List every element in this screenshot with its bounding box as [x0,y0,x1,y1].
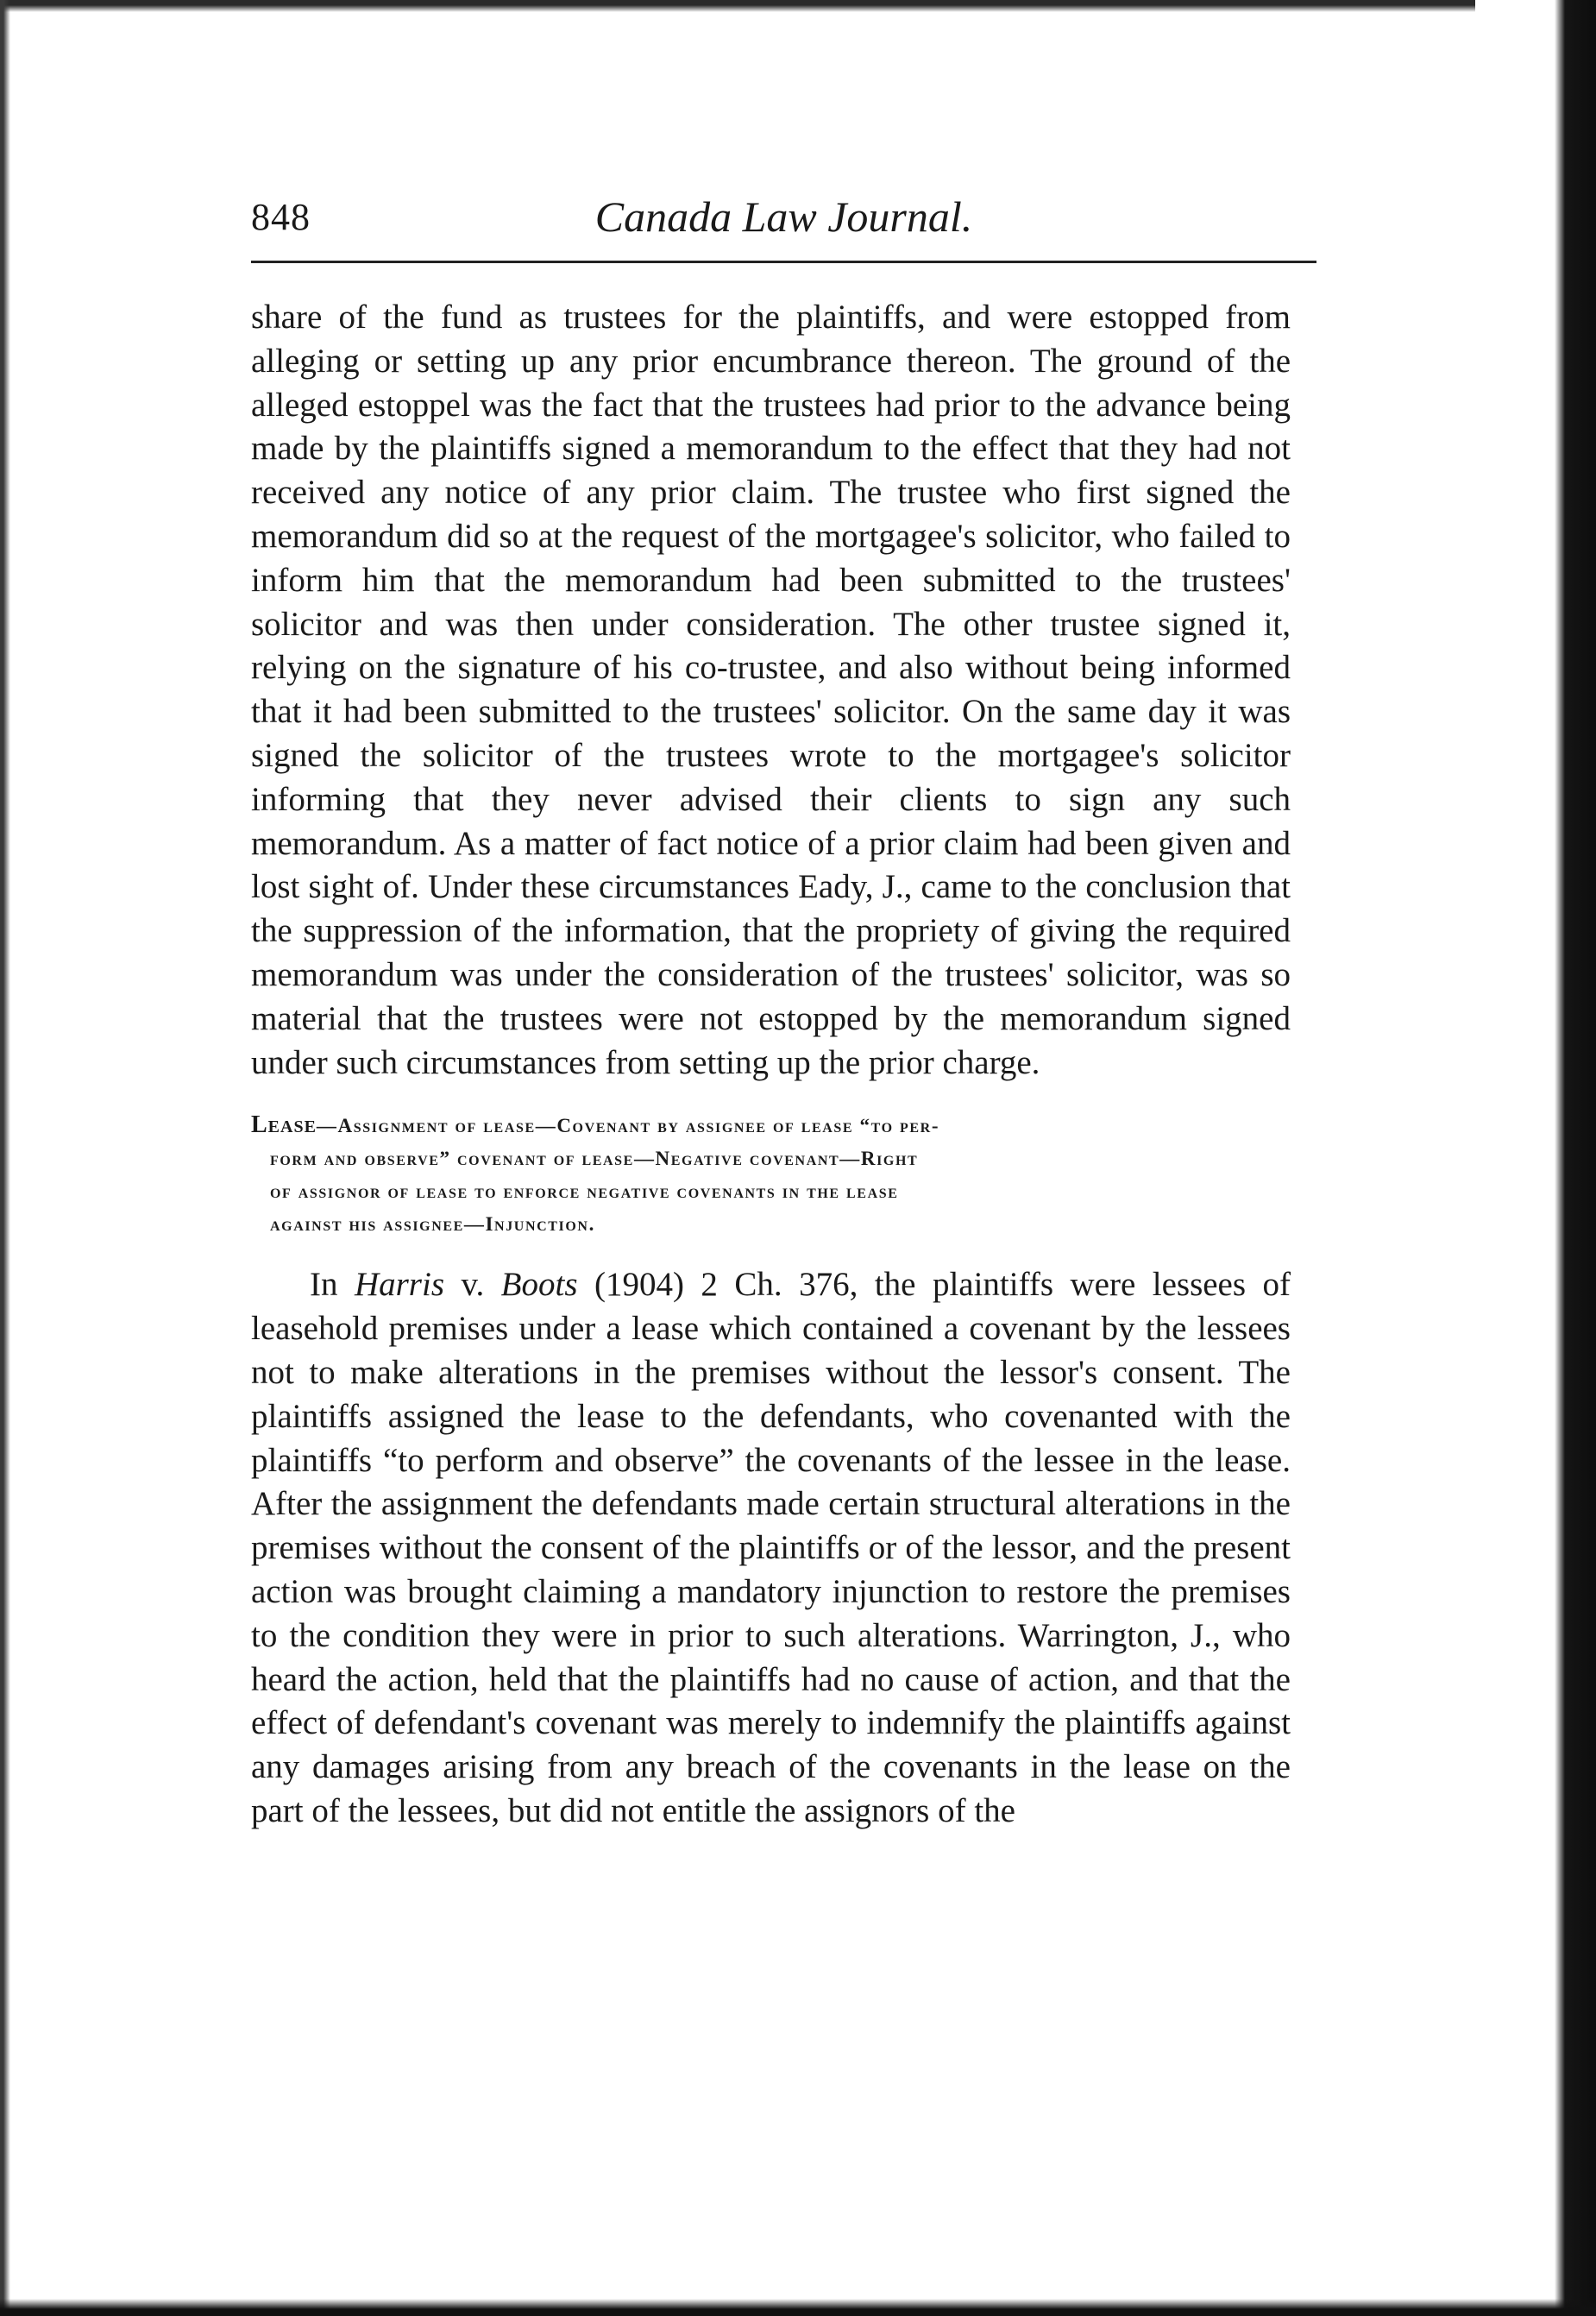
article-body [251,296,1291,1834]
paragraph-continued: share of the fund as trustees for the plaintiffs, and were estopped from alleging or setting up any prior encumbrance thereon. The ground of the alleged estoppel was the fact that the trustees had prior to the advance being made by the plaintiffs signed a memorandum to the effect that they had not received any notice of any prior claim. The trustee who first signed the memorandum did so at the request of the mortgagee's solicitor, who failed to inform him that the memorandum had been submitted to the trustees' solicitor and was then under consideration. The other trustee signed it, relying on the signature of his co-trustee, and also without being informed that it had been submitted to the trustees' solicitor. On the same day it was signed the solicitor of the trustees wrote to the mortgagee's solicitor informing that they never advised their clients to sign any such memorandum. As a matter of fact notice of a prior claim had been given and lost sight of. Under these circumstances Eady, J., came to the conclusion that the suppression of the information, that the propriety of giving the required memorandum was under the consideration of the trustees' solicitor, was so material that the trustees were not estopped by the memorandum signed under such circumstances from setting up the prior charge. [251,299,1291,1081]
scan-edge-bottom [0,2299,1596,2316]
section-heading-lead: Lease [251,1111,317,1139]
page-number: 848 [251,196,311,238]
case-party-plaintiff: Harris [354,1266,445,1304]
section-heading-line-4: against his assignee—Injunction. [270,1213,595,1236]
section-heading-line-3: of assignor of lease to enforce negative covenants in the lease [270,1180,899,1203]
section-heading-line-2: form and observe” covenant of lease—Negative covenant—Right [270,1148,919,1170]
case-summary-text: (1904) 2 Ch. 376, the plaintiffs were lessees of leasehold premises under a lease which contained a covenant by the lessees not to make alterations in the premises without the lessor's consent. The plaintiffs assigned the lease to the defendants, who covenanted with the plaintiffs “to perform and observe” the covenants of the lessee in the lease. After the assignment the defendants made certain structural alterations in the premises without the consent of the plaintiffs or of the lessor, and the present action was brought claiming a mandatory injunction to restore the premises to the condition they were in prior to such alterations. Warrington, J., who heard the action, held that the plaintiffs had no cause of action, and that the effect of defendant's covenant was merely to indemnify the plaintiffs against any damages arising from any breach of the covenants in the lease on the part of the lessees, but did not entitle the assignors of the [251,1266,1291,1829]
case-versus: v. [444,1266,501,1304]
page-header [251,183,1316,255]
paragraph-case-summary [251,1263,1291,1833]
scan-edge-left [0,0,10,2316]
case-intro: In [310,1266,355,1304]
section-heading-line-1 [251,1109,1291,1142]
header-rule [251,261,1316,263]
case-party-defendant: Boots [500,1266,578,1304]
section-heading-line-1-text: —Assignment of lease—Covenant by assignee of lease “to per- [316,1115,940,1137]
scan-edge-right [1475,0,1596,2316]
scan-edge-top [0,0,1596,12]
running-title: Canada Law Journal. [594,192,973,241]
section-heading [251,1109,1291,1241]
